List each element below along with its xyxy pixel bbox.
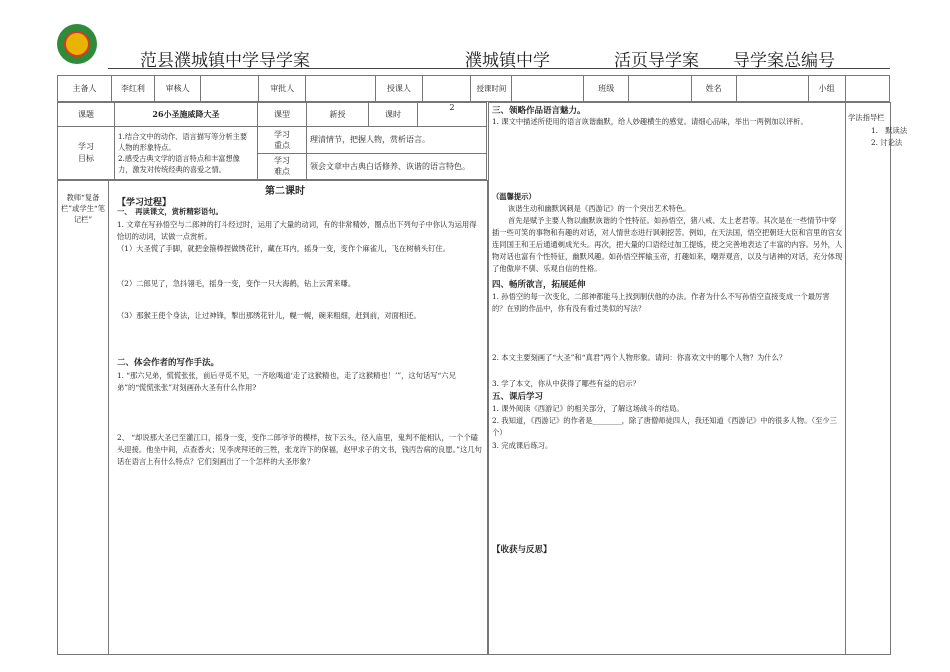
section-1-intro: 1. 文章在写孙悟空与二郎神的打斗经过时，运用了大量的动词，有的非常精妙，圈点出下列句子中你认为运用得恰切的动词，试做一点赏析。 <box>117 220 477 241</box>
class-label: 班级 <box>584 76 629 102</box>
name-label: 姓名 <box>691 76 736 102</box>
preparer-value: 李红利 <box>111 76 154 102</box>
right-margin-divider <box>845 102 846 655</box>
serial-label: 导学案总编号 <box>733 51 835 71</box>
section-4-title: 四、畅所欲言，拓展延伸 <box>492 280 586 290</box>
section-3-q1: 1. 课文中描述所使用的语言诙谐幽默，给人妙趣横生的感觉。请细心品味，举出一两例加以评析。 <box>492 117 808 126</box>
activity-label: 活页导学案 <box>614 51 699 71</box>
goals-label: 学习 目标 <box>58 127 115 180</box>
section-1-q2: （2）二郎见了，急抖翎毛，摇身一变，变作一只大海鹤，钻上云霄来嗛。 <box>117 279 356 288</box>
hours-value: 2 <box>418 103 487 127</box>
section-5-q2: 2. 我知道，《西游记》的作者是________，除了唐僧师徒四人，我还知道《西游记》中的很多人物。（至少三个） <box>492 416 837 437</box>
key-text: 理清情节，把握人物，赏析语言。 <box>307 127 487 154</box>
reviewer-label: 审核人 <box>154 76 201 102</box>
info-table <box>57 75 890 102</box>
diff-text: 领会文章中古典白话修养、诙谐的语言特色。 <box>307 153 487 180</box>
approver-value[interactable] <box>306 76 376 102</box>
school-name: 濮城镇中学 <box>465 51 550 71</box>
section-5-title: 五、课后学习 <box>492 392 544 402</box>
topic-goals-table <box>57 102 487 180</box>
approver-label: 审批人 <box>259 76 306 102</box>
harvest-heading: 【收获与反思】 <box>492 545 552 555</box>
process-heading: 【学习过程】 <box>117 198 172 208</box>
class-value[interactable] <box>629 76 692 102</box>
section-5-q1: 1. 课外阅读《西游记》的相关部分，了解这场战斗的结局。 <box>492 404 684 413</box>
hours-label: 课时 <box>369 103 418 127</box>
time-value[interactable] <box>512 76 584 102</box>
teacher-value[interactable] <box>422 76 471 102</box>
reviewer-value[interactable] <box>201 76 259 102</box>
section-5-q3: 3. 完成课后练习。 <box>492 441 553 450</box>
section-4-q2: 2. 本文主要刻画了“大圣”和“真君”两个人物形象。请问：你喜欢文中的哪个人物？为什么？ <box>492 353 787 362</box>
type-label: 课型 <box>258 103 307 127</box>
section-1-q1: （1）大圣慌了手脚，就把金箍棒捏做绣花针，藏在耳内，摇身一变，变作个麻雀儿，飞在树梢头钉住。 <box>117 244 450 253</box>
tip-body: 首先是赋予主要人物以幽默诙谐的个性特征。如孙悟空，猪八戒、太上老君等。其次是在一些情节中穿插一些可笑的事物和有趣的对话，对人情世态进行讽刺挖苦。例如，在天法国，悟空把朝廷大臣和宫里的宫女连同国王和王后通通剃成光头。再次，把大量的口语经过加工提炼，使之完善地表达了丰富的内容。另外，人物对话也富有个性特征，幽默风趣。如孙悟空挥输玉帝，打趣如来，嘲弄观音，以及与诸神的对话，充分体现了他傲岸不驯、乐观自信的性格。 <box>492 216 843 273</box>
header-underline <box>108 68 890 69</box>
lesson-title: 第二课时 <box>265 186 305 197</box>
time-label: 授课时间 <box>471 76 512 102</box>
type-value: 新授 <box>307 103 369 127</box>
section-2-q2: 2、 “却说那大圣已至灌江口，摇身一变，变作二郎爷爷的模样，按下云头，径入庙里，鬼判不能相认，一个个磕头迎接。他坐中间，点查香火；见李虎拜还的三牲，张龙许下的保福，赵甲求子的文书，钱丙告病的良愿。”这几句话在语言上有什么特点？它们刻画出了一个怎样的大圣形象？ <box>117 433 482 466</box>
diff-label: 学习 难点 <box>258 153 307 180</box>
topic-value: 26小圣施威降大圣 <box>115 103 258 127</box>
tip-line-1: 诙谐生动和幽默讽刺是《西游记》的一个突出艺术特色。 <box>508 204 691 213</box>
group-value[interactable] <box>845 76 889 102</box>
section-1-title: 一、 再读课文，赏析精彩语句。 <box>117 207 223 216</box>
section-4-q3: 3. 学了本文，你从中获得了哪些有益的启示？ <box>492 379 640 388</box>
left-margin-note: 教师“复备栏”或学生“笔记栏” <box>61 193 105 224</box>
left-margin-divider <box>108 180 109 655</box>
section-1-q3: （3）那猴王使个身法，让过神锋，掣出那绣花针儿，幌一幌，碗来粗细，赶到前，对面相还。 <box>117 311 421 320</box>
method-guide-title: 学法指导栏 <box>848 113 885 122</box>
section-4-q1: 1. 孙悟空的每一次变化，二郎神都能马上找到制伏他的办法。作者为什么不写孙悟空直接变成一个最厉害的？在别的作品中，你有没有看过类似的写法？ <box>492 292 830 313</box>
goals-text: 1.结合文中的动作、语言描写等分析主要人物的形象特点。 2.感受古典文学的语言特点和丰富想像力，激发对传统经典的喜爱之情。 <box>115 127 258 180</box>
key-label: 学习 重点 <box>258 127 307 154</box>
school-logo-icon <box>57 24 97 64</box>
topic-label: 课题 <box>58 103 115 127</box>
section-2-q1: 1. “那六兄弟，慌慌张张，前后寻觅不见，一齐吆喝道‘走了这猴精也，走了这猴精也！’”，这句话写“六兄弟”的“慌慌张张”对刻画孙大圣有什么作用? <box>117 371 456 392</box>
tip-title: （温馨提示） <box>492 192 536 201</box>
method-item-2: 2. 讨论法 <box>871 138 903 147</box>
section-2-title: 二、体会作者的写作手法。 <box>117 358 220 368</box>
teacher-label: 授课人 <box>376 76 423 102</box>
preparer-label: 主备人 <box>58 76 112 102</box>
name-value[interactable] <box>736 76 808 102</box>
school-title: 范县濮城镇中学导学案 <box>140 51 310 71</box>
section-3-title: 三、领略作品语言魅力。 <box>492 106 586 116</box>
method-item-1: 1. 默读法 <box>871 126 908 135</box>
group-label: 小组 <box>808 76 845 102</box>
